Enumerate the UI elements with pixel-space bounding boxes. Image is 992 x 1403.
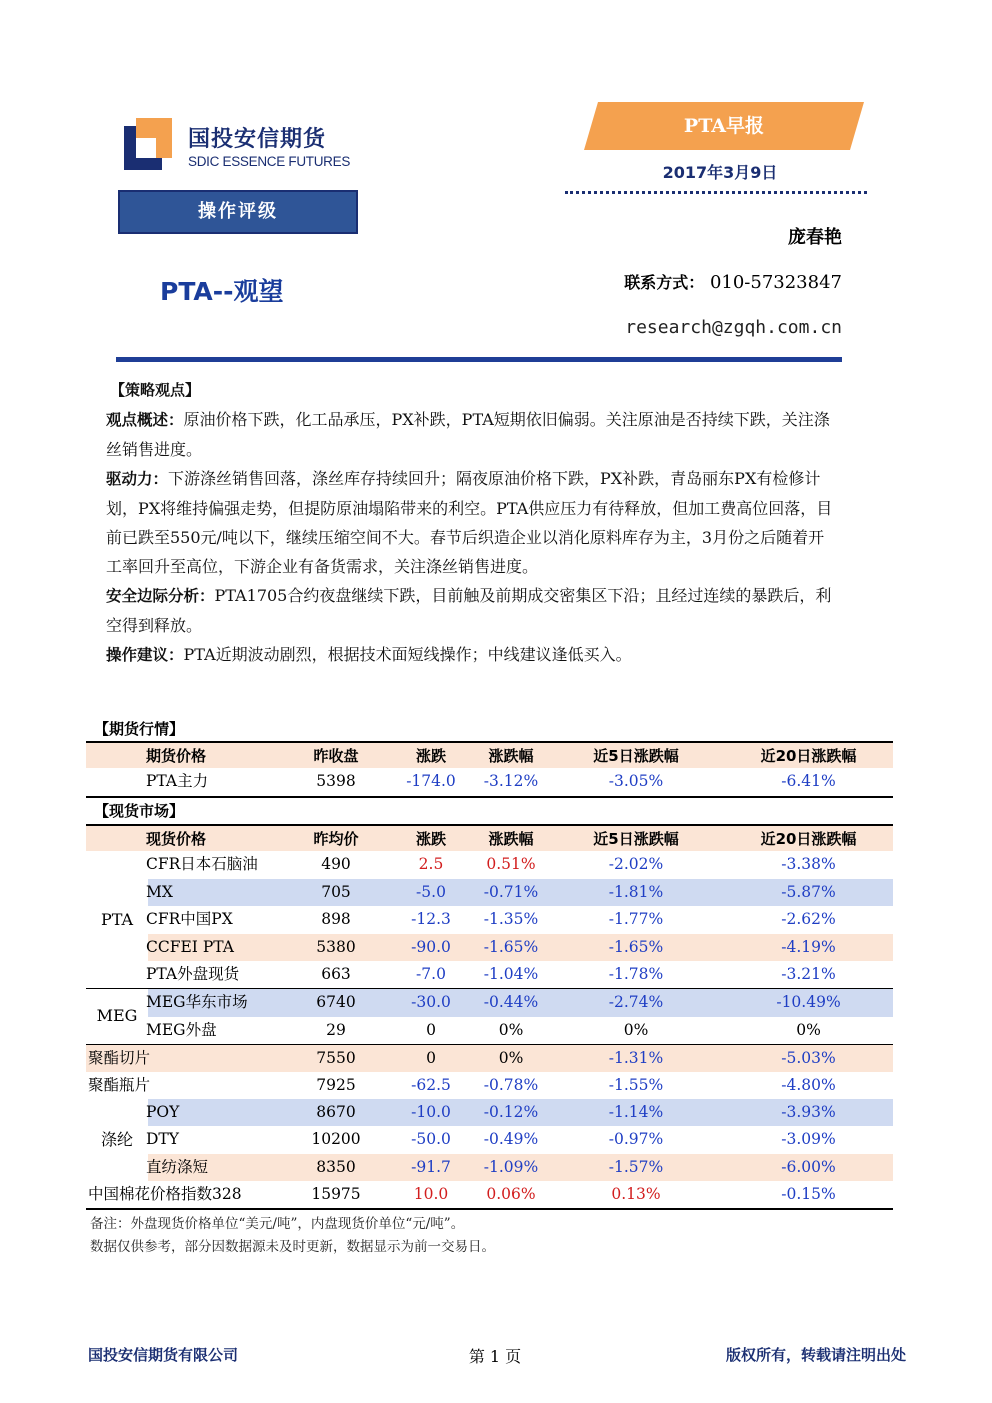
row-change-20d: -5.03% [781,1049,836,1068]
col-header: 近5日涨跌幅 [593,747,679,765]
row-change: 2.5 [418,855,444,874]
dotted-divider [565,191,867,194]
strategy-paragraph [106,464,836,581]
company-logo [124,118,354,178]
row-name: PTA外盘现货 [146,964,240,983]
table-header-row [86,741,893,768]
row-name: 中国棉花价格指数328 [88,1185,242,1204]
row-name: PTA主力 [146,772,209,791]
table-row [86,879,893,906]
row-change-pct: 0.51% [486,855,536,874]
col-header: 涨跌 [415,747,446,765]
row-change-20d: -10.49% [776,993,841,1012]
row-change-pct: -0.49% [483,1130,539,1149]
futures-table [86,741,893,798]
group-label: PTA [100,910,134,930]
futures-heading: 【期货行情】 [94,720,185,738]
row-change-5d: -1.77% [608,910,664,929]
strategy-heading: 【策略观点】 [110,381,201,399]
row-name: DTY [146,1130,179,1149]
report-date: 2017年3月9日 [662,163,778,182]
note-line: 备注：外盘现货价格单位“美元/吨”，内盘现货价单位“元/吨”。 [90,1216,465,1232]
contact-email[interactable]: research@zgqh.com.cn [625,317,842,338]
paragraph-text: PTA近期波动剧烈，根据技术面短线操作；中线建议逢低买入。 [183,645,632,664]
row-change-5d: -3.05% [608,772,664,791]
paragraph-label: 驱动力： [106,470,169,488]
row-change-5d: -1.81% [608,882,664,901]
row-name: CCFEI PTA [146,937,234,956]
col-header: 近20日涨跌幅 [760,830,857,848]
row-price: 15975 [311,1185,361,1204]
row-change-pct: -0.78% [483,1075,539,1094]
table-row [86,1181,893,1208]
col-header: 昨均价 [313,830,359,848]
rating-value: PTA--观望 [160,277,284,306]
note-line: 数据仅供参考，部分因数据源未及时更新，数据显示为前一交易日。 [90,1239,495,1255]
col-header: 涨跌幅 [488,747,534,765]
paragraph-label: 观点概述： [106,411,184,429]
table-header-row [86,824,893,851]
strategy-paragraph [106,405,836,464]
strategy-section [106,376,836,670]
row-change: -91.7 [411,1157,451,1176]
paragraph-text: 原油价格下跌，化工品承压，PX补跌，PTA短期依旧偏弱。关注原油是否持续下跌，关注涤丝销售进度。 [106,410,830,459]
row-name: 聚酯瓶片 [88,1075,151,1094]
row-price: 898 [321,910,351,929]
strategy-paragraph [106,581,836,640]
row-price: 5398 [316,772,356,791]
col-header: 涨跌 [415,830,446,848]
row-price: 7925 [316,1075,356,1094]
header-divider [116,357,842,362]
row-change-pct: -0.71% [483,882,539,901]
row-change-20d: -5.87% [781,882,836,901]
row-change-5d: -2.02% [608,855,664,874]
row-change-20d: -3.21% [781,964,836,983]
table-row [86,934,893,961]
table-row [86,1099,893,1126]
row-change-pct: 0.06% [486,1185,536,1204]
row-price: 8670 [316,1102,356,1121]
logo-text-en: SDIC ESSENCE FUTURES [188,154,351,169]
row-change-20d: -3.93% [781,1102,836,1121]
row-change-20d: -6.41% [781,772,836,791]
table-row [86,989,893,1016]
row-change-pct: 0% [498,1020,524,1039]
row-change: -50.0 [411,1130,451,1149]
row-group-pta [86,851,893,988]
contact-line [624,270,842,293]
row-price: 490 [321,855,351,874]
row-name: CFR日本石脑油 [146,855,258,874]
row-price: 5380 [316,937,356,956]
row-price: 7550 [316,1049,356,1068]
row-change-5d: -1.14% [608,1102,664,1121]
row-change-20d: -2.62% [781,910,836,929]
table-row [86,906,893,933]
col-header: 昨收盘 [313,747,359,765]
contact-phone: 010-57323847 [709,272,842,293]
row-name: CFR中国PX [146,910,233,929]
row-change-pct: -1.09% [483,1157,539,1176]
table-row [86,1072,893,1099]
row-change-pct: -1.65% [483,937,539,956]
row-name: MEG外盘 [146,1020,217,1039]
row-name: MX [146,882,173,901]
col-header: 近5日涨跌幅 [593,830,679,848]
col-header: 期货价格 [146,747,207,765]
table-row [86,1017,893,1044]
row-name: POY [146,1102,180,1121]
row-change-20d: -4.19% [781,937,836,956]
paragraph-text: PTA1705合约夜盘继续下跌，目前触及前期成交密集区下沿；且经过连续的暴跌后，利空得到释放。 [106,586,832,635]
row-change-pct: -0.12% [483,1102,539,1121]
row-change: 0 [426,1049,436,1068]
row-group-meg [86,988,893,1044]
footer-page-number: 第 1 页 [468,1347,522,1366]
row-change: -5.0 [416,882,446,901]
rating-box: 操作评级 [118,190,358,234]
report-type-label: PTA早报 [683,115,765,137]
row-change-5d: 0% [623,1020,649,1039]
row-change-pct: -1.35% [483,910,539,929]
row-change: -174.0 [406,772,456,791]
table-row [86,1126,893,1153]
row-change-pct: -1.04% [483,964,539,983]
spot-table [86,824,893,1210]
row-change: 10.0 [413,1185,449,1204]
row-change: -62.5 [411,1075,451,1094]
row-change-5d: -1.57% [608,1157,664,1176]
row-price: 8350 [316,1157,356,1176]
row-change-20d: -4.80% [781,1075,836,1094]
footer-company: 国投安信期货有限公司 [88,1346,239,1364]
row-change-5d: -1.31% [608,1049,664,1068]
col-header: 涨跌幅 [488,830,534,848]
row-name: 直纺涤短 [146,1157,209,1176]
row-group-polyester [86,1099,893,1181]
logo-mark-icon [124,118,172,172]
row-name: MEG华东市场 [146,993,248,1012]
row-change: -10.0 [411,1102,451,1121]
paragraph-label: 操作建议： [106,646,184,664]
strategy-paragraph [106,640,836,670]
col-header: 近20日涨跌幅 [760,747,857,765]
row-change: -90.0 [411,937,451,956]
row-change-5d: -1.78% [608,964,664,983]
row-change-20d: -3.38% [781,855,836,874]
row-change-20d: 0% [796,1020,821,1039]
row-change: -7.0 [416,964,446,983]
row-change-20d: -3.09% [781,1130,836,1149]
paragraph-text: 下游涤丝销售回落，涤丝库存持续回升；隔夜原油价格下跌，PX补跌，青岛丽东PX有检修计划，PX将维持偏强走势，但提防原油塌陷带来的利空。PTA供应压力有待释放，但加工费高位回落，目前已跌至550元/吨以下，继续压缩空间不大。春节后织造企业以消化原料库存为主，3月份之后随着开工率回升至高位，下游企业有备货需求，关注涤丝销售进度。 [106,469,833,576]
row-price: 663 [321,964,351,983]
table-row [86,961,893,988]
row-change-5d: -1.55% [608,1075,664,1094]
table-row [86,768,893,795]
report-type-banner [584,102,864,150]
table-notes [90,1213,495,1259]
footer-copyright: 版权所有，转载请注明出处 [725,1346,906,1364]
table-row [86,851,893,878]
table-row [86,1154,893,1181]
row-change-5d: -0.97% [608,1130,664,1149]
paragraph-label: 安全边际分析： [106,587,215,605]
row-change: -30.0 [411,993,451,1012]
group-label: 涤纶 [100,1129,133,1149]
row-change-5d: -2.74% [608,993,664,1012]
row-price: 6740 [316,993,356,1012]
row-price: 10200 [311,1130,361,1149]
row-change: 0 [426,1020,436,1039]
logo-text-cn: 国投安信期货 [188,127,327,152]
row-change-pct: -0.44% [483,993,539,1012]
col-header: 现货价格 [146,830,207,848]
row-price: 705 [321,882,351,901]
row-price: 29 [326,1020,346,1039]
row-change-pct: 0% [498,1049,524,1068]
row-change-5d: 0.13% [611,1185,661,1204]
author-name: 庞春艳 [788,227,842,248]
row-change-20d: -0.15% [781,1185,836,1204]
spot-heading: 【现货市场】 [94,802,185,820]
row-change: -12.3 [411,910,451,929]
row-change-20d: -6.00% [781,1157,836,1176]
table-row [86,1044,893,1071]
row-change-pct: -3.12% [483,772,539,791]
row-change-5d: -1.65% [608,937,664,956]
group-label: MEG [96,1006,138,1026]
contact-label: 联系方式： [624,273,705,292]
row-name: 聚酯切片 [88,1049,151,1068]
